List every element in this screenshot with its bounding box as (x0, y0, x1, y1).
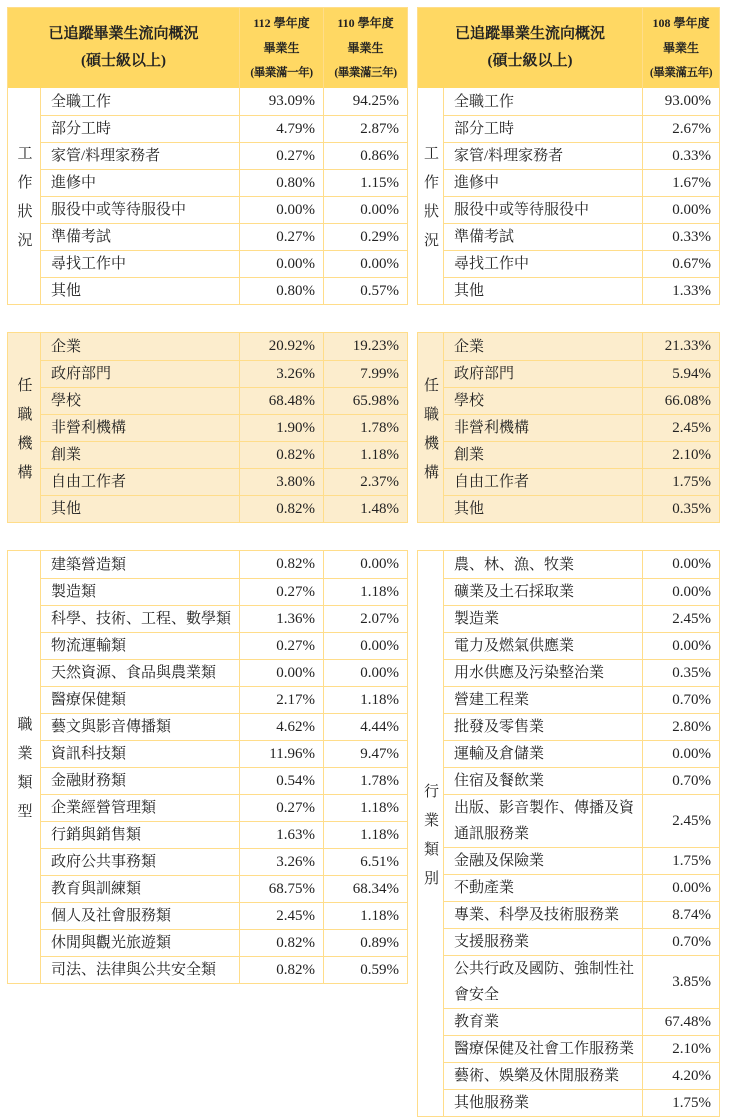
table-row (41, 821, 407, 848)
value-year-110: 6.51% (323, 849, 407, 875)
row-label: 家管/料理家務者 (454, 148, 564, 164)
value-year-112: 1.36% (239, 606, 323, 632)
row-label: 用水供應及污染整治業 (454, 665, 605, 681)
right-block-employer (417, 332, 720, 523)
row-label: 其他 (454, 283, 485, 299)
row-label: 進修中 (454, 175, 500, 191)
table-row (444, 387, 719, 414)
row-label: 其他 (51, 501, 82, 517)
table-row (444, 901, 719, 928)
value-year-112: 20.92% (239, 333, 323, 360)
value-year-110: 7.99% (323, 361, 407, 387)
table-row (444, 441, 719, 468)
row-label: 行銷與銷售類 (51, 827, 142, 843)
table-row (444, 1062, 719, 1089)
table-row (444, 632, 719, 659)
value-year-110: 0.89% (323, 930, 407, 956)
value-year-110: 0.59% (323, 957, 407, 983)
column-header-108 (642, 8, 719, 88)
table-row (444, 88, 719, 115)
column-header-period: (畢業滿一年) (250, 66, 313, 79)
value-year-110: 2.87% (323, 116, 407, 142)
value-year-112: 1.63% (239, 822, 323, 848)
value-year-110: 68.34% (323, 876, 407, 902)
column-header-period: (畢業滿五年) (649, 66, 713, 79)
left-block-work-status (7, 7, 408, 305)
table-row (444, 1089, 719, 1116)
value-year-108: 2.10% (642, 1036, 719, 1062)
row-label: 運輸及倉儲業 (454, 746, 545, 762)
row-label: 進修中 (51, 175, 97, 191)
table-title (418, 8, 642, 88)
row-label: 不動產業 (454, 880, 515, 896)
table-title-line2: (碩士級以上) (487, 53, 573, 69)
table-row (444, 360, 719, 387)
row-label: 政府部門 (51, 366, 112, 382)
value-year-110: 9.47% (323, 741, 407, 767)
column-header-graduates: 畢業生 (347, 40, 384, 55)
value-year-112: 0.82% (239, 496, 323, 522)
value-year-108: 0.70% (642, 929, 719, 955)
value-year-112: 0.80% (239, 278, 323, 304)
value-year-110: 1.78% (323, 768, 407, 794)
value-year-108: 0.00% (642, 579, 719, 605)
value-year-110: 1.15% (323, 170, 407, 196)
table-row (444, 551, 719, 578)
table-row (41, 605, 407, 632)
value-year-108: 0.33% (642, 224, 719, 250)
value-year-108: 2.80% (642, 714, 719, 740)
value-year-108: 0.00% (642, 551, 719, 578)
value-year-110: 1.18% (323, 903, 407, 929)
value-year-108: 2.67% (642, 116, 719, 142)
section-label-occupation: 職業類型 (8, 551, 41, 983)
value-year-112: 0.00% (239, 660, 323, 686)
value-year-110: 0.00% (323, 197, 407, 223)
value-year-108: 0.33% (642, 143, 719, 169)
table-row (444, 223, 719, 250)
value-year-108: 0.00% (642, 741, 719, 767)
row-label: 支援服務業 (454, 934, 530, 950)
value-year-108: 1.75% (642, 469, 719, 495)
section-occupation (8, 551, 407, 983)
row-label: 全職工作 (454, 93, 515, 110)
column-header-year: 108 學年度 (652, 15, 710, 30)
row-label: 個人及社會服務類 (51, 908, 172, 924)
value-year-108: 5.94% (642, 361, 719, 387)
row-label: 學校 (454, 393, 485, 409)
value-year-110: 65.98% (323, 388, 407, 414)
value-year-108: 2.45% (642, 415, 719, 441)
value-year-110: 0.00% (323, 251, 407, 277)
value-year-108: 0.35% (642, 496, 719, 522)
table-row (444, 578, 719, 605)
column-header-year: 112 學年度 (253, 15, 310, 30)
value-year-108: 0.70% (642, 768, 719, 794)
value-year-112: 0.27% (239, 224, 323, 250)
value-year-112: 4.79% (239, 116, 323, 142)
value-year-110: 2.07% (323, 606, 407, 632)
section-rows (444, 551, 719, 1116)
value-year-112: 2.45% (239, 903, 323, 929)
table-row (444, 874, 719, 901)
value-year-108: 2.45% (642, 795, 719, 847)
value-year-108: 2.45% (642, 606, 719, 632)
table-row (41, 848, 407, 875)
row-label: 創業 (454, 447, 485, 463)
right-block-industry (417, 550, 720, 1117)
row-label: 資訊科技類 (51, 746, 127, 762)
value-year-108: 0.67% (642, 251, 719, 277)
row-label: 公共行政及國防、強制性社會安全 (454, 961, 635, 1003)
value-year-112: 0.82% (239, 551, 323, 578)
value-year-112: 0.00% (239, 251, 323, 277)
table-row (444, 277, 719, 304)
section-rows (444, 333, 719, 522)
table-row (41, 196, 407, 223)
value-year-110: 1.78% (323, 415, 407, 441)
value-year-112: 1.90% (239, 415, 323, 441)
value-year-112: 0.27% (239, 143, 323, 169)
table-row (444, 333, 719, 360)
row-label: 部分工時 (51, 121, 112, 137)
value-year-108: 0.35% (642, 660, 719, 686)
row-label: 創業 (51, 447, 82, 463)
table-row (41, 333, 407, 360)
row-label: 製造業 (454, 611, 500, 627)
row-label: 服役中或等待服役中 (454, 202, 590, 218)
right-block-work-status (417, 7, 720, 305)
row-label: 其他 (51, 283, 82, 299)
value-year-110: 94.25% (323, 88, 407, 115)
row-label: 政府公共事務類 (51, 854, 157, 870)
column-header-graduates: 畢業生 (263, 40, 300, 55)
value-year-112: 0.27% (239, 795, 323, 821)
table-row (444, 659, 719, 686)
table-row (41, 875, 407, 902)
table-row (41, 929, 407, 956)
row-label: 醫療保健類 (51, 692, 127, 708)
row-label: 準備考試 (454, 229, 515, 245)
section-rows (444, 88, 719, 304)
value-year-108: 66.08% (642, 388, 719, 414)
right-table-header (418, 8, 719, 88)
value-year-112: 0.27% (239, 579, 323, 605)
table-row (41, 387, 407, 414)
table-row (41, 686, 407, 713)
value-year-112: 93.09% (239, 88, 323, 115)
row-label: 企業經營管理類 (51, 800, 157, 816)
section-work-status (418, 88, 719, 304)
value-year-110: 4.44% (323, 714, 407, 740)
value-year-112: 0.54% (239, 768, 323, 794)
column-header-112 (239, 8, 323, 88)
value-year-110: 0.00% (323, 633, 407, 659)
section-employer (8, 333, 407, 522)
row-label: 自由工作者 (51, 474, 127, 490)
column-header-graduates: 畢業生 (662, 40, 699, 55)
value-year-108: 0.00% (642, 633, 719, 659)
value-year-112: 68.48% (239, 388, 323, 414)
table-row (41, 632, 407, 659)
value-year-112: 68.75% (239, 876, 323, 902)
row-label: 建築營造類 (51, 556, 127, 573)
value-year-108: 93.00% (642, 88, 719, 115)
value-year-110: 1.18% (323, 579, 407, 605)
row-label: 營建工程業 (454, 692, 530, 708)
row-label: 非營利機構 (454, 420, 530, 436)
table-row (444, 740, 719, 767)
value-year-112: 0.00% (239, 197, 323, 223)
table-title-line1: 已追蹤畢業生流向概況 (454, 26, 605, 42)
table-row (444, 605, 719, 632)
value-year-112: 0.82% (239, 930, 323, 956)
row-label: 專業、科學及技術服務業 (454, 907, 620, 923)
section-work-status (8, 88, 407, 304)
table-row (444, 414, 719, 441)
table-row (41, 115, 407, 142)
table-row (444, 794, 719, 847)
row-label: 電力及燃氣供應業 (454, 638, 575, 654)
value-year-108: 1.33% (642, 278, 719, 304)
row-label: 藝術、娛樂及休閒服務業 (454, 1068, 620, 1084)
row-label: 製造類 (51, 584, 97, 600)
value-year-108: 0.00% (642, 875, 719, 901)
table-row (41, 495, 407, 522)
value-year-110: 1.18% (323, 795, 407, 821)
table-row (444, 1035, 719, 1062)
section-label-industry: 行業類別 (418, 551, 444, 1116)
table-row (444, 955, 719, 1008)
row-label: 藝文與影音傳播類 (51, 719, 172, 735)
row-label: 部分工時 (454, 121, 515, 137)
table-row (41, 277, 407, 304)
table-title-line1: 已追蹤畢業生流向概況 (48, 26, 199, 42)
value-year-112: 4.62% (239, 714, 323, 740)
table-row (444, 468, 719, 495)
table-row (41, 902, 407, 929)
table-row (41, 740, 407, 767)
value-year-110: 1.18% (323, 822, 407, 848)
section-label-work-status: 工作狀況 (8, 88, 41, 304)
row-label: 其他服務業 (454, 1095, 530, 1111)
value-year-110: 19.23% (323, 333, 407, 360)
table-row (444, 767, 719, 794)
table-row (41, 551, 407, 578)
column-header-period: (畢業滿三年) (334, 66, 397, 79)
value-year-112: 0.82% (239, 442, 323, 468)
section-rows (41, 333, 407, 522)
table-row (444, 115, 719, 142)
table-row (444, 686, 719, 713)
value-year-112: 0.80% (239, 170, 323, 196)
value-year-112: 2.17% (239, 687, 323, 713)
section-employer (418, 333, 719, 522)
value-year-112: 3.26% (239, 361, 323, 387)
table-row (41, 468, 407, 495)
value-year-108: 67.48% (642, 1009, 719, 1035)
row-label: 政府部門 (454, 366, 515, 382)
left-block-employer (7, 332, 408, 523)
row-label: 家管/料理家務者 (51, 148, 161, 164)
section-rows (41, 88, 407, 304)
value-year-108: 0.00% (642, 197, 719, 223)
row-label: 學校 (51, 393, 82, 409)
row-label: 企業 (51, 338, 82, 355)
row-label: 休閒與觀光旅遊類 (51, 935, 172, 951)
row-label: 礦業及土石採取業 (454, 584, 575, 600)
value-year-112: 0.82% (239, 957, 323, 983)
value-year-108: 4.20% (642, 1063, 719, 1089)
row-label: 尋找工作中 (454, 256, 530, 272)
table-row (41, 578, 407, 605)
table-row (41, 250, 407, 277)
table-row (41, 713, 407, 740)
row-label: 物流運輸類 (51, 638, 127, 654)
value-year-110: 0.00% (323, 551, 407, 578)
row-label: 金融財務類 (51, 773, 127, 789)
table-row (41, 767, 407, 794)
table-row (41, 360, 407, 387)
value-year-110: 0.29% (323, 224, 407, 250)
row-label: 教育與訓練類 (51, 881, 142, 897)
row-label: 科學、技術、工程、數學類 (51, 611, 232, 627)
value-year-112: 11.96% (239, 741, 323, 767)
section-industry (418, 551, 719, 1116)
value-year-110: 0.57% (323, 278, 407, 304)
value-year-110: 0.86% (323, 143, 407, 169)
table-row (444, 1008, 719, 1035)
table-row (444, 196, 719, 223)
table-row (41, 142, 407, 169)
value-year-112: 3.80% (239, 469, 323, 495)
row-label: 出版、影音製作、傳播及資通訊服務業 (454, 800, 635, 842)
section-label-employer: 任職機構 (8, 333, 41, 522)
value-year-110: 2.37% (323, 469, 407, 495)
table-row (444, 928, 719, 955)
value-year-108: 21.33% (642, 333, 719, 360)
section-label-employer: 任職機構 (418, 333, 444, 522)
row-label: 尋找工作中 (51, 256, 127, 272)
value-year-108: 1.75% (642, 1090, 719, 1116)
value-year-112: 0.27% (239, 633, 323, 659)
table-row (41, 169, 407, 196)
row-label: 非營利機構 (51, 420, 127, 436)
value-year-110: 1.18% (323, 442, 407, 468)
value-year-108: 2.10% (642, 442, 719, 468)
row-label: 批發及零售業 (454, 719, 545, 735)
table-row (41, 659, 407, 686)
table-row (41, 223, 407, 250)
value-year-110: 0.00% (323, 660, 407, 686)
table-row (41, 956, 407, 983)
table-title-line2: (碩士級以上) (81, 53, 166, 69)
table-row (41, 441, 407, 468)
table-title (8, 8, 239, 88)
value-year-108: 8.74% (642, 902, 719, 928)
section-rows (41, 551, 407, 983)
table-row (444, 250, 719, 277)
left-table-header (8, 8, 407, 88)
row-label: 農、林、漁、牧業 (454, 556, 575, 573)
value-year-112: 3.26% (239, 849, 323, 875)
row-label: 醫療保健及社會工作服務業 (454, 1041, 635, 1057)
row-label: 企業 (454, 338, 485, 355)
row-label: 全職工作 (51, 93, 112, 110)
table-row (41, 794, 407, 821)
value-year-108: 3.85% (642, 956, 719, 1008)
table-group-right (417, 7, 720, 1117)
value-year-108: 1.67% (642, 170, 719, 196)
row-label: 天然資源、食品與農業類 (51, 665, 217, 681)
table-row (41, 88, 407, 115)
value-year-110: 1.18% (323, 687, 407, 713)
section-label-work-status: 工作狀況 (418, 88, 444, 304)
row-label: 住宿及餐飲業 (454, 773, 545, 789)
table-group-left (7, 7, 408, 984)
table-row (444, 495, 719, 522)
column-header-year: 110 學年度 (337, 15, 394, 30)
table-row (444, 713, 719, 740)
table-row (444, 142, 719, 169)
column-header-110 (323, 8, 407, 88)
left-block-occupation (7, 550, 408, 984)
row-label: 教育業 (454, 1014, 500, 1030)
value-year-108: 1.75% (642, 848, 719, 874)
row-label: 其他 (454, 501, 485, 517)
row-label: 準備考試 (51, 229, 112, 245)
row-label: 金融及保險業 (454, 853, 545, 869)
value-year-110: 1.48% (323, 496, 407, 522)
row-label: 司法、法律與公共安全類 (51, 962, 217, 978)
table-row (444, 169, 719, 196)
table-row (444, 847, 719, 874)
row-label: 服役中或等待服役中 (51, 202, 187, 218)
table-row (41, 414, 407, 441)
value-year-108: 0.70% (642, 687, 719, 713)
row-label: 自由工作者 (454, 474, 530, 490)
